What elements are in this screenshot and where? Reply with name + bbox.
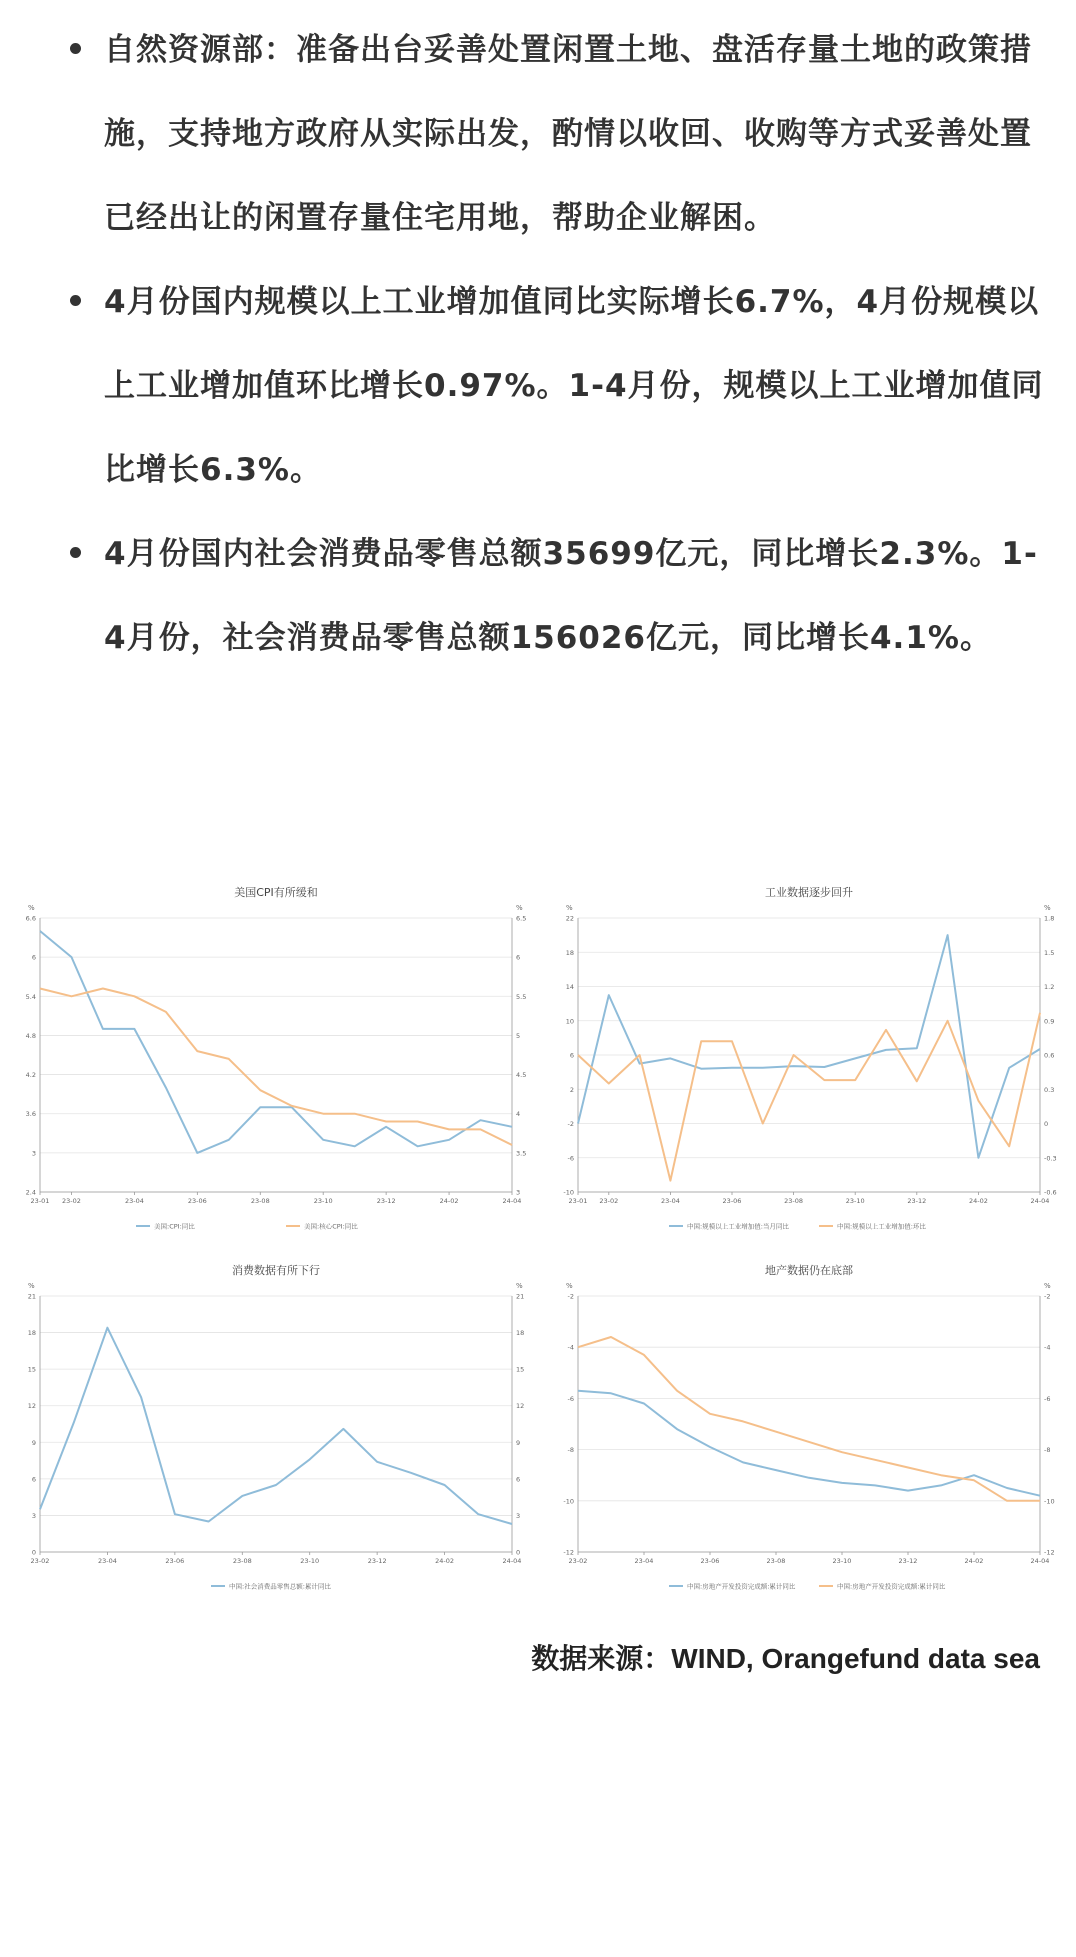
chart-estate (552, 1256, 1066, 1600)
x-tick-label: 23-08 (784, 1197, 804, 1205)
legend-label: 美国:CPI:同比 (154, 1222, 195, 1231)
x-tick-label: 23-02 (568, 1557, 588, 1565)
x-tick-label: 23-12 (367, 1557, 387, 1565)
right-tick-label: 0.3 (1044, 1085, 1055, 1094)
left-tick-label: -12 (563, 1548, 574, 1557)
left-tick-label: -2 (567, 1292, 574, 1301)
chart-svg-retail (14, 1256, 538, 1600)
right-tick-label: 3 (516, 1188, 521, 1197)
legend-label: 中国:规模以上工业增加值:当月同比 (687, 1222, 789, 1231)
legend-label: 中国:社会消费品零售总额:累计同比 (229, 1582, 331, 1591)
left-tick-label: 6 (569, 1051, 574, 1060)
right-tick-label: 1.8 (1044, 914, 1055, 923)
left-tick-label: 3 (31, 1149, 36, 1158)
x-tick-label: 23-04 (124, 1197, 144, 1205)
x-tick-label: 23-04 (97, 1557, 117, 1565)
bullet-item: 4月份国内社会消费品零售总额35699亿元，同比增长2.3%。1-4月份，社会消费品零售总额156026亿元，同比增长4.1%。 (66, 512, 1051, 680)
left-tick-label: -6 (567, 1394, 574, 1403)
left-tick-label: 12 (27, 1402, 36, 1411)
right-tick-label: -6 (1044, 1394, 1051, 1403)
x-tick-label: 24-04 (1030, 1197, 1050, 1205)
x-tick-label: 24-02 (968, 1197, 988, 1205)
right-tick-label: -0.6 (1044, 1188, 1057, 1197)
right-axis-unit: % (1044, 1282, 1051, 1290)
left-tick-label: 4.8 (25, 1031, 36, 1040)
left-tick-label: 10 (565, 1017, 574, 1026)
chart-industry (552, 878, 1066, 1240)
x-tick-label: 24-04 (502, 1197, 522, 1205)
x-tick-label: 23-10 (300, 1557, 320, 1565)
right-tick-label: 6.5 (516, 914, 527, 923)
left-tick-label: 4.2 (25, 1071, 36, 1080)
x-tick-label: 23-08 (232, 1557, 252, 1565)
bullet-item: 4月份国内规模以上工业增加值同比实际增长6.7%，4月份规模以上工业增加值环比增长0.97%。1-4月份，规模以上工业增加值同比增长6.3%。 (66, 260, 1051, 512)
right-tick-label: 6 (516, 953, 521, 962)
right-tick-label: 9 (516, 1438, 521, 1447)
right-tick-label: 5.5 (516, 992, 527, 1001)
x-tick-label: 23-06 (722, 1197, 742, 1205)
left-tick-label: 6 (31, 953, 36, 962)
right-tick-label: 21 (516, 1292, 525, 1301)
left-tick-label: -6 (567, 1154, 574, 1163)
x-tick-label: 24-04 (1030, 1557, 1050, 1565)
left-tick-label: 21 (27, 1292, 36, 1301)
x-tick-label: 24-02 (435, 1557, 455, 1565)
x-tick-label: 23-12 (376, 1197, 396, 1205)
right-tick-label: 4.5 (516, 1071, 527, 1080)
series-line-0 (578, 935, 1040, 1158)
x-tick-label: 23-02 (599, 1197, 619, 1205)
x-tick-label: 24-02 (439, 1197, 459, 1205)
right-tick-label: 0 (516, 1548, 521, 1557)
chart-cpi (14, 878, 538, 1240)
right-tick-label: -10 (1044, 1497, 1055, 1506)
left-tick-label: -10 (563, 1497, 574, 1506)
right-tick-label: -8 (1044, 1446, 1051, 1455)
left-tick-label: 5.4 (25, 992, 36, 1001)
left-axis-unit: % (566, 904, 573, 912)
right-tick-label: 0.9 (1044, 1017, 1055, 1026)
right-axis-unit: % (516, 1282, 523, 1290)
chart-retail (14, 1256, 538, 1600)
right-axis-unit: % (516, 904, 523, 912)
bullet-item: 自然资源部：准备出台妥善处置闲置土地、盘活存量土地的政策措施，支持地方政府从实际出发，酌情以收回、收购等方式妥善处置已经出让的闲置存量住宅用地，帮助企业解困。 (66, 8, 1051, 260)
legend-label: 中国:房地产开发投资完成额:累计同比 (687, 1582, 796, 1591)
x-tick-label: 23-08 (766, 1557, 786, 1565)
right-tick-label: 3 (516, 1511, 521, 1520)
series-line-0 (40, 1328, 512, 1524)
left-tick-label: 14 (565, 983, 574, 991)
left-tick-label: -4 (567, 1343, 574, 1352)
right-tick-label: 18 (516, 1329, 525, 1338)
chart-title: 工业数据逐步回升 (765, 886, 853, 899)
right-tick-label: 4 (516, 1110, 521, 1119)
left-tick-label: 9 (31, 1438, 36, 1447)
right-tick-label: 1.2 (1044, 983, 1055, 991)
x-tick-label: 23-12 (898, 1557, 918, 1565)
left-axis-unit: % (28, 1282, 35, 1290)
x-tick-label: 24-04 (502, 1557, 522, 1565)
left-tick-label: 2 (569, 1085, 574, 1094)
right-tick-label: -0.3 (1044, 1154, 1057, 1163)
right-tick-label: 5 (516, 1031, 521, 1040)
right-tick-label: 12 (516, 1402, 525, 1411)
chart-title: 地产数据仍在底部 (765, 1264, 853, 1277)
bullet-list (66, 8, 1051, 680)
right-tick-label: 3.5 (516, 1149, 527, 1158)
left-tick-label: 15 (27, 1365, 36, 1374)
right-tick-label: 0.6 (1044, 1051, 1055, 1060)
right-tick-label: -12 (1044, 1548, 1055, 1557)
left-tick-label: -2 (567, 1120, 574, 1128)
right-axis-unit: % (1044, 904, 1051, 912)
chart-title: 消费数据有所下行 (232, 1264, 320, 1277)
x-tick-label: 23-10 (832, 1557, 852, 1565)
left-tick-label: 3.6 (25, 1110, 36, 1119)
chart-svg-cpi (14, 878, 538, 1240)
chart-title: 美国CPI有所缓和 (234, 886, 318, 899)
left-axis-unit: % (566, 1282, 573, 1290)
x-tick-label: 23-01 (568, 1197, 588, 1205)
chart-svg-industry (552, 878, 1066, 1240)
right-tick-label: 1.5 (1044, 948, 1055, 957)
x-tick-label: 23-01 (30, 1197, 50, 1205)
right-tick-label: 6 (516, 1475, 521, 1484)
series-line-1 (40, 989, 512, 1146)
x-tick-label: 23-10 (845, 1197, 865, 1205)
legend-label: 中国:规模以上工业增加值:环比 (837, 1222, 926, 1231)
x-tick-label: 23-06 (187, 1197, 207, 1205)
x-tick-label: 23-04 (634, 1557, 654, 1565)
x-tick-label: 24-02 (964, 1557, 984, 1565)
x-tick-label: 23-02 (30, 1557, 50, 1565)
chart-svg-estate (552, 1256, 1066, 1600)
data-source: 数据来源：WIND, Orangefund data sea (531, 1643, 1040, 1674)
left-tick-label: 22 (565, 914, 574, 923)
left-tick-label: 18 (27, 1329, 36, 1338)
left-tick-label: 0 (31, 1548, 36, 1557)
left-tick-label: -10 (563, 1188, 574, 1197)
left-tick-label: 3 (31, 1511, 36, 1520)
x-tick-label: 23-08 (250, 1197, 270, 1205)
x-tick-label: 23-06 (700, 1557, 720, 1565)
left-tick-label: 6.6 (25, 914, 36, 923)
series-line-0 (40, 931, 512, 1153)
x-tick-label: 23-02 (62, 1197, 81, 1205)
left-tick-label: 2.4 (25, 1188, 36, 1197)
x-tick-label: 23-12 (907, 1197, 927, 1205)
left-tick-label: -8 (567, 1446, 574, 1455)
legend-label: 中国:房地产开发投资完成额:累计同比 (837, 1582, 946, 1591)
x-tick-label: 23-10 (313, 1197, 333, 1205)
left-tick-label: 18 (565, 948, 574, 957)
right-tick-label: -2 (1044, 1292, 1051, 1301)
left-tick-label: 6 (31, 1475, 36, 1484)
x-tick-label: 23-04 (660, 1197, 680, 1205)
right-tick-label: 0 (1044, 1120, 1049, 1128)
right-tick-label: -4 (1044, 1343, 1051, 1352)
legend-label: 美国:核心CPI:同比 (304, 1222, 358, 1231)
x-tick-label: 23-06 (165, 1557, 185, 1565)
left-axis-unit: % (28, 904, 35, 912)
right-tick-label: 15 (516, 1365, 525, 1374)
